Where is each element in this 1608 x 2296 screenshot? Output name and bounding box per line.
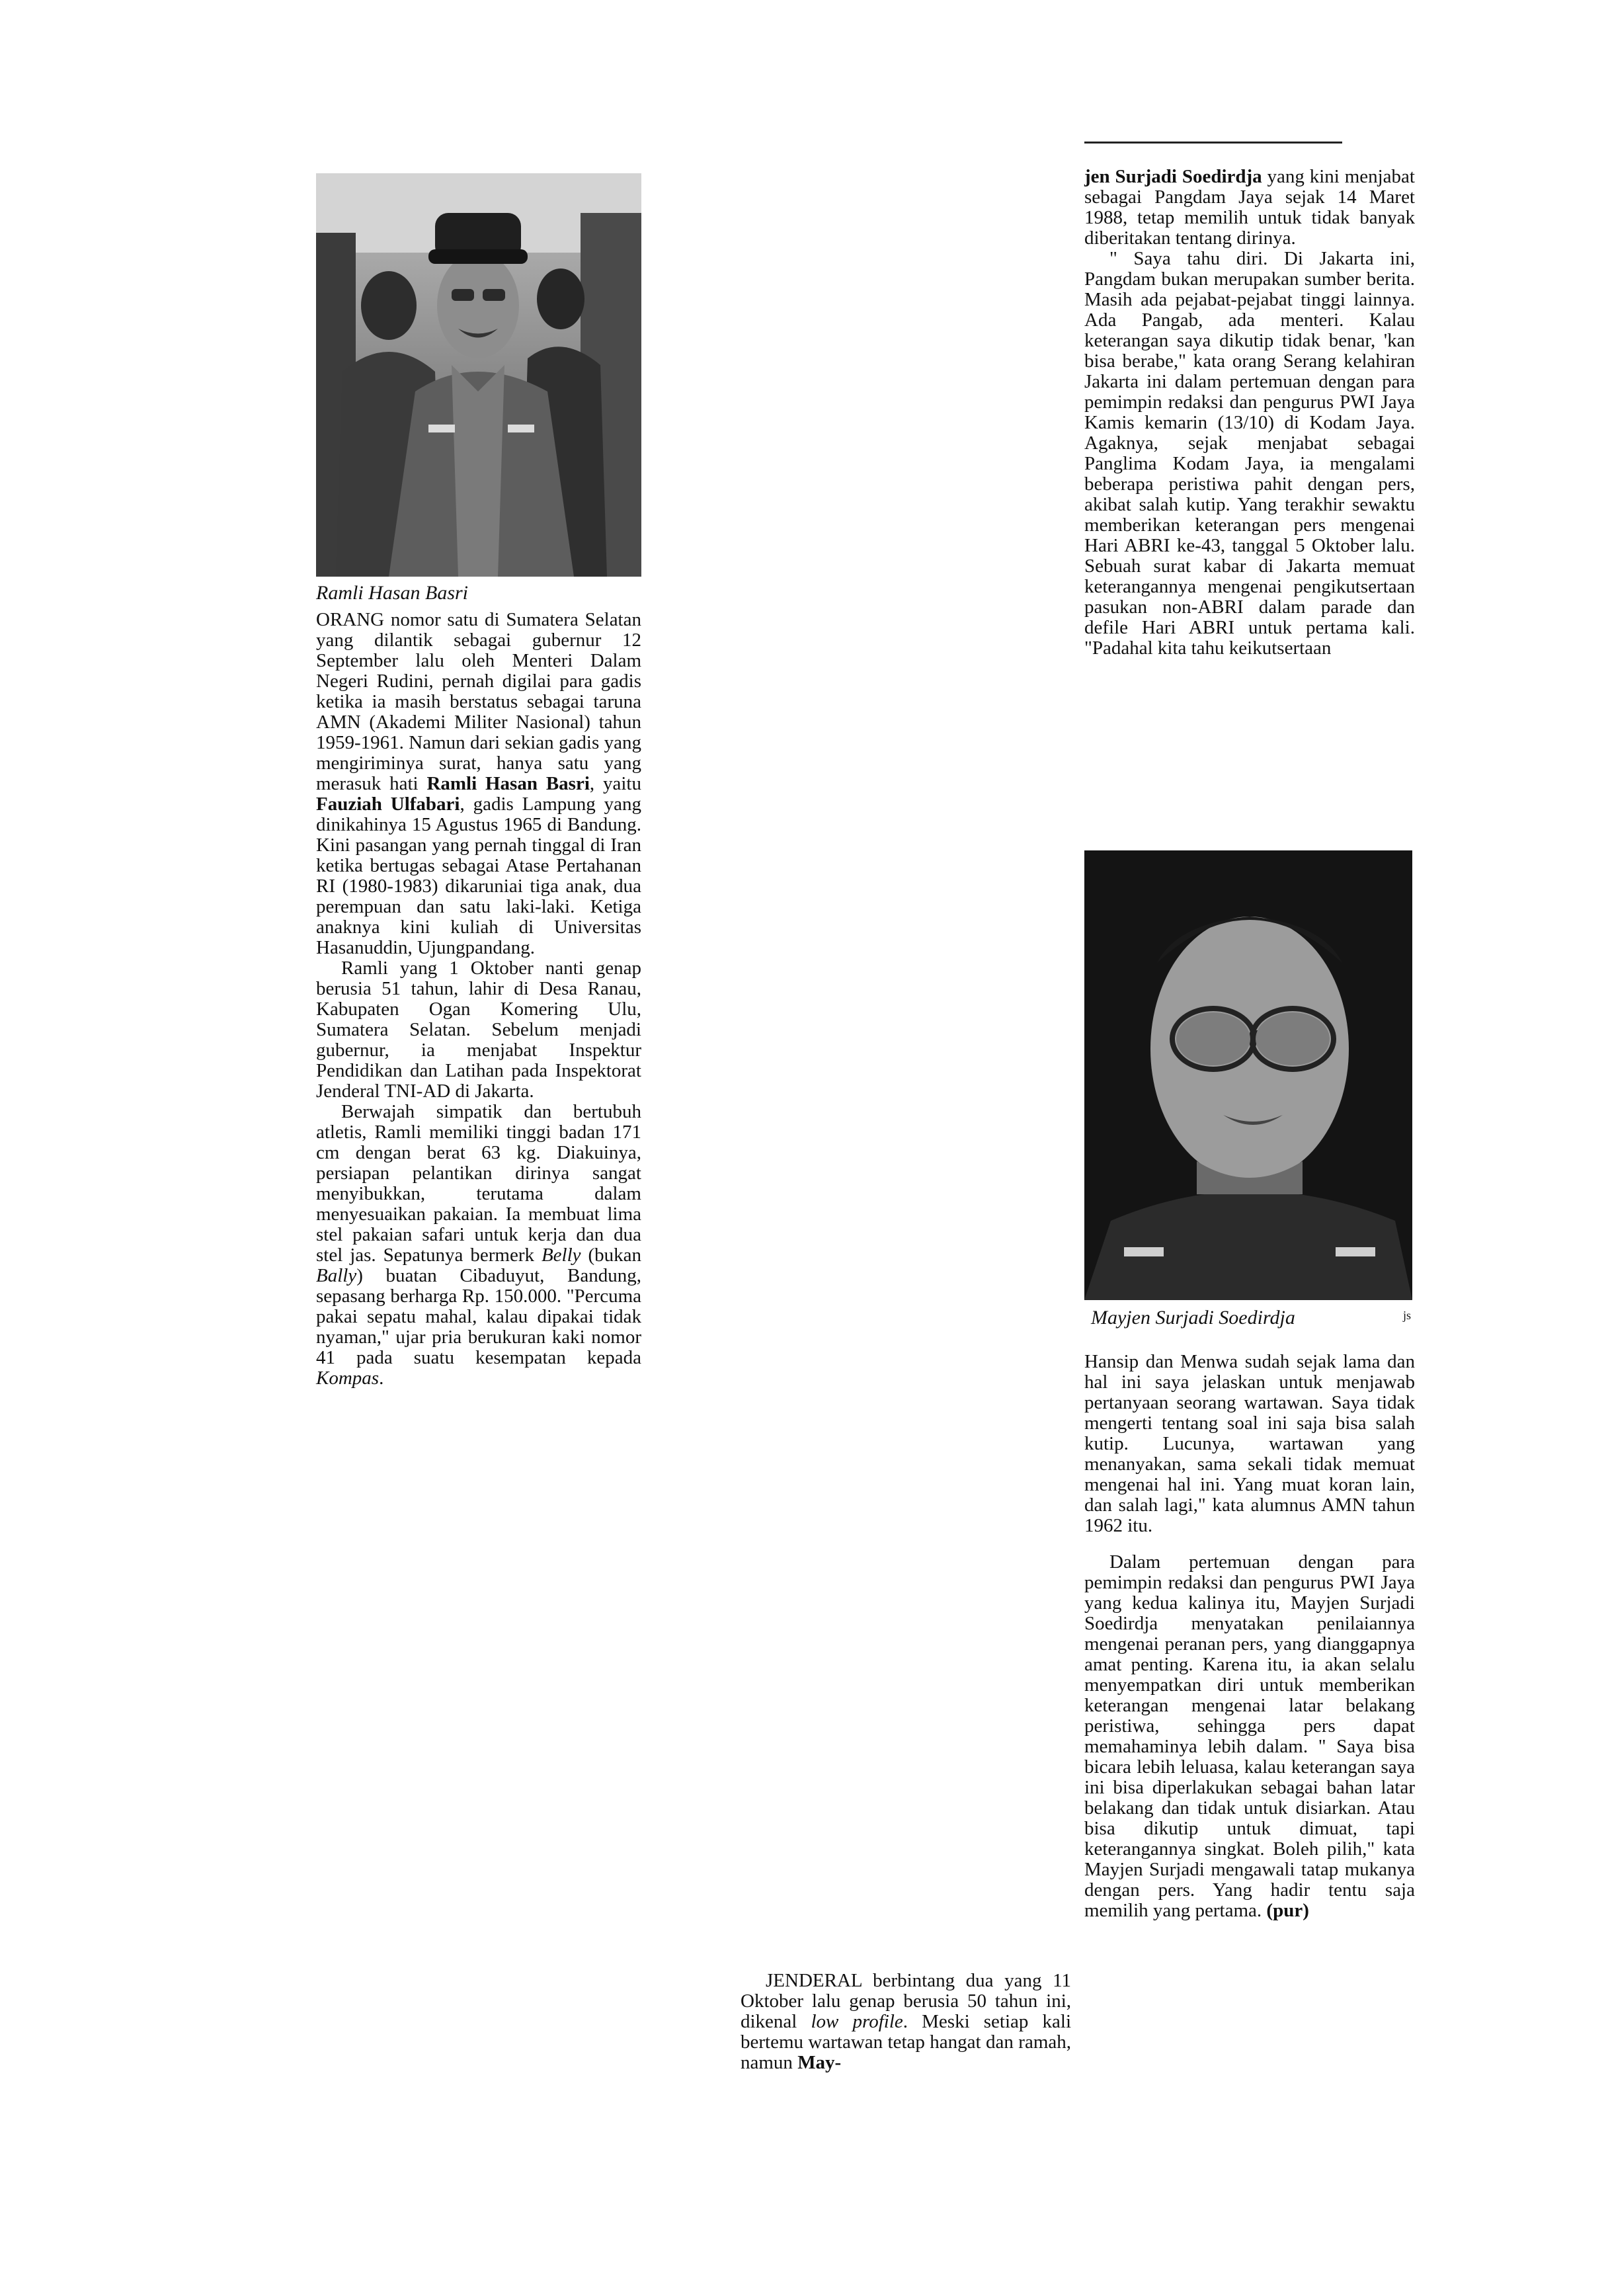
text-run: . xyxy=(379,1368,384,1389)
bold-name: Fauziah Ulfabari xyxy=(316,794,460,815)
bold-name: jen Surjadi Soedirdja xyxy=(1084,166,1262,187)
text-run: , yaitu xyxy=(589,773,641,794)
text-run: (bukan xyxy=(581,1245,642,1266)
bold-name: May- xyxy=(797,2052,842,2073)
photo-credit: js xyxy=(1403,1309,1412,1322)
article-ramli-column xyxy=(316,610,641,1389)
paragraph: Hansip dan Menwa sudah sejak lama dan hal ini saya jelaskan untuk menjawab pertanyaan seorang wartawan. Saya tidak mengerti tentang soal ini saja bisa salah kutip. Lucunya, wartawan yang menanyakan, sama sekali tidak memuat mengenai hal ini. Yang muat koran lain, dan salah lagi," kata alumnus AMN tahun 1962 itu. xyxy=(1084,1351,1415,1536)
italic-text: Belly xyxy=(541,1245,581,1266)
top-rule xyxy=(1084,142,1342,144)
text-run: ORANG nomor satu di Sumatera Selatan yang dilantik sebagai gubernur 12 September lalu oleh Menteri Dalam Negeri Rudini, pernah digilai para gadis ketika ia masih berstatus sebagai taruna AMN (Akademi Militer Nasional) tahun 1959-1961. Namun dari sekian gadis yang mengiriminya surat, hanya satu yang merasuk hati xyxy=(316,609,641,794)
paragraph xyxy=(741,1971,1071,2073)
text-run: ) buatan Cibaduyut, Bandung, sepasang berharga Rp. 150.000. "Percuma pakai sepatu mahal, kalau dipakai tidak nyaman," ujar pria berukuran kaki nomor 41 pada suatu kesempatan kepada xyxy=(316,1265,641,1368)
article-surjadi-top xyxy=(1084,167,1415,659)
photo-surjadi-soedirdja xyxy=(1084,850,1412,1300)
photo-caption-left: Ramli Hasan Basri xyxy=(316,582,469,604)
text-run: Dalam pertemuan dengan para pemimpin redaksi dan pengurus PWI Jaya yang kedua kalinya itu, Mayjen Surjadi Soedirdja menyatakan penilaiannya mengenai peranan pers, yang dianggapnya amat penting. Karena itu, ia akan selalu menyempatkan diri untuk memberikan keterangan mengenai latar belakang peristiwa, sehingga pers dapat memahaminya lebih dalam. " Saya bisa bicara lebih leluasa, kalau keterangan saya ini bisa diperlakukan sebagai bahan latar belakang dan tidak untuk disiarkan. Atau bisa dikutip untuk dimuat, tapi keterangannya singkat. Boleh pilih," kata Mayjen Surjadi mengawali tatap mukanya dengan pers. Yang hadir tentu saja memilih yang pertama. xyxy=(1084,1551,1415,1921)
text-run: JENDERAL berbintang dua yang 11 Oktober lalu genap berusia 50 tahun ini, dikenal xyxy=(741,1970,1071,2032)
photo-ramli-hasan-basri xyxy=(316,173,641,577)
paragraph: " Saya tahu diri. Di Jakarta ini, Pangdam bukan merupakan sumber berita. Masih ada pejabat-pejabat tinggi lainnya. Ada Pangab, ada menteri. Kalau keterangan saya dikutip tidak benar, 'kan bisa berabe," kata orang Serang kelahiran Jakarta ini dalam pertemuan dengan para pemimpin redaksi dan pengurus PWI Jaya Kamis kemarin (13/10) di Kodam Jaya. Agaknya, sejak menjabat sebagai Panglima Kodam Jaya, ia mengalami beberapa peristiwa pahit dengan pers, akibat salah kutip. Yang terakhir sewaktu memberikan keterangan pers mengenai Hari ABRI ke-43, tanggal 5 Oktober lalu. Sebuah surat kabar di Jakarta memuat keterangannya mengenai pengikutsertaan pasukan non-ABRI dalam parade dan defile Hari ABRI untuk pertama kali. "Padahal kita tahu keikutsertaan xyxy=(1084,248,1415,659)
paragraph xyxy=(316,1102,641,1389)
article-surjadi-bottom xyxy=(1084,1352,1415,1921)
paragraph: Ramli yang 1 Oktober nanti genap berusia 51 tahun, lahir di Desa Ranau, Kabupaten Ogan Komering Ulu, Sumatera Selatan. Sebelum menjadi gubernur, ia menjabat Inspektur Pendidikan dan Latihan pada Inspektorat Jenderal TNI-AD di Jakarta. xyxy=(316,958,641,1102)
italic-text: low profile xyxy=(811,2011,903,2032)
italic-text: Bally xyxy=(316,1265,357,1286)
text-run: yang kini menjabat sebagai Pangdam Jaya sejak 14 Maret 1988, tetap memilih untuk tidak banyak diberitakan tentang dirinya. xyxy=(1084,166,1415,249)
paragraph xyxy=(1084,167,1415,249)
italic-text: Kompas xyxy=(316,1368,380,1389)
article-surjadi-intro xyxy=(741,1971,1071,2073)
bold-signature: (pur) xyxy=(1266,1900,1309,1921)
bold-name: Ramli Hasan Basri xyxy=(426,773,590,794)
portrait-image xyxy=(316,173,641,577)
text-run: . Meski setiap kali bertemu wartawan tetap hangat dan ramah, namun xyxy=(741,2011,1072,2073)
photo-caption-right: Mayjen Surjadi Soedirdja xyxy=(1091,1307,1295,1329)
text-run: , gadis Lampung yang dinikahinya 15 Agustus 1965 di Bandung. Kini pasangan yang pernah tinggal di Iran ketika bertugas sebagai Atase Pertahanan RI (1980-1983) dikaruniai tiga anak, dua perempuan dan satu laki-laki. Ketiga anaknya kini kuliah di Universitas Hasanuddin, Ujungpandang. xyxy=(316,794,641,958)
paragraph xyxy=(316,610,641,958)
paragraph xyxy=(1084,1552,1415,1921)
text-run: Berwajah simpatik dan bertubuh atletis, Ramli memiliki tinggi badan 171 cm dengan berat 63 kg. Diakuinya, persiapan pelantikan dirinya sangat menyibukkan, terutama dalam menyesuaikan pakaian. Ia membuat lima stel pakaian safari untuk kerja dan dua stel jas. Sepatunya bermerk xyxy=(316,1101,641,1266)
portrait-image xyxy=(1084,850,1412,1300)
